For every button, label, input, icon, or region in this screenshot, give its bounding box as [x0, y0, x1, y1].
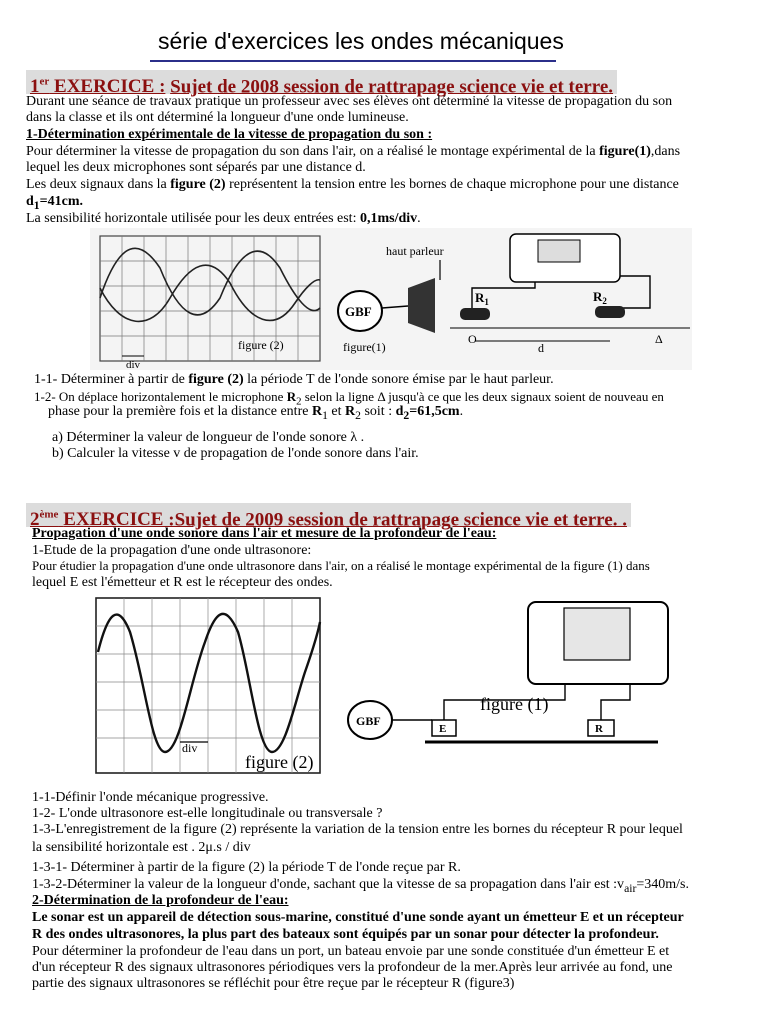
exercise-2-label: EXERCICE [63, 509, 164, 531]
exercise-2-sup: ème [39, 509, 59, 521]
ex1-q12j: 2 [355, 408, 361, 422]
page-title: série d'exercices les ondes mécaniques [158, 28, 564, 54]
ex2-div-label: div [182, 741, 198, 755]
ex1-r2-label: $R_2$ [593, 289, 607, 306]
ex1-microphone-r1 [460, 308, 490, 320]
title-underline [150, 60, 556, 62]
ex1-question-1-2-cont [48, 404, 463, 424]
exercise-1-sup: er [39, 76, 50, 88]
ex2-section-1: 1-Etude de la propagation d'une onde ultrasonore: [32, 543, 312, 558]
ex1-p5b: 0,1ms/div [359, 211, 418, 226]
ex2-oscilloscope-screen [564, 608, 630, 660]
ex1-p1c: ,dans [650, 144, 681, 159]
exercise-1-heading [26, 70, 617, 98]
ex1-question-a: a) Déterminer la valeur de longueur de l'onde sonore λ . [52, 430, 365, 445]
ex1-q12n: =61,5cm [409, 404, 460, 419]
ex1-q12c: 2 [296, 395, 302, 408]
ex1-oscilloscope-screen [538, 240, 580, 262]
ex2-q132c: =340m/s. [636, 877, 689, 892]
ex2-q132a: 1-3-2-Déterminer la valeur de la longueur d'onde, sachant que la vitesse de sa propagation dans l'air est :v [32, 877, 625, 892]
ex1-figure [90, 228, 692, 370]
ex1-microphone-r2 [595, 306, 625, 318]
ex1-paragraph-5 [26, 211, 421, 227]
ex1-speaker-label: haut parleur [386, 244, 444, 258]
ex1-gbf-label: GBF [345, 304, 372, 319]
exercise-2-subject: :Sujet de 2009 session de rattrapage science vie et terre [163, 509, 613, 531]
ex2-gbf-label: GBF [356, 714, 381, 728]
ex1-origin-label: O [468, 332, 477, 346]
ex1-div-label: div [126, 359, 141, 370]
ex1-question-b: b) Calculer la vitesse v de propagation de l'onde sonore dans l'air. [52, 446, 419, 461]
ex1-r1-label: $R_1$ [475, 290, 489, 307]
ex1-p4b: 1 [33, 198, 40, 212]
ex1-q12d: selon la ligne Δ jusqu'à ce que les deux signaux soient de nouveau en [301, 389, 664, 404]
ex2-emitter-label: E [439, 723, 447, 735]
ex1-p4c: =41cm. [39, 194, 83, 209]
ex1-q12i: R [345, 404, 356, 419]
ex1-paragraph-2: lequel les deux microphones sont séparés par une distance d. [26, 160, 366, 175]
ex2-paragraph-2: lequel E est l'émetteur et R est le récepteur des ondes. [32, 575, 333, 590]
ex2-question-1-2: 1-2- L'onde ultrasonore est-elle longitudinale ou transversale ? [32, 806, 383, 821]
ex1-p3b: figure (2) [170, 177, 226, 192]
ex1-intro-line-2: dans la classe et ils ont déterminé la longueur d'une onde lumineuse. [26, 110, 409, 125]
ex2-receiver-label: R [595, 723, 603, 735]
ex1-q12g: 1 [322, 408, 328, 422]
exercise-1-label: EXERCICE : [54, 76, 166, 98]
exercise-2-trail: . . [612, 509, 627, 531]
ex1-paragraph-1 [26, 144, 680, 160]
ex1-figure-1-label: figure(1) [343, 340, 386, 354]
ex2-section-2: 2-Détermination de la profondeur de l'eau: [32, 893, 289, 908]
ex1-p1a: Pour déterminer la vitesse de propagation du son dans l'air, on a réalisé le montage expérimental de la [26, 144, 600, 159]
ex1-question-1-1 [34, 372, 554, 388]
ex2-figure-1-label: figure (1) [480, 694, 549, 714]
ex1-q12l: d [395, 404, 404, 419]
ex2-figure-2-label: figure (2) [245, 752, 314, 772]
ex1-q12a: 1-2- On déplace horizontalement le microphone [34, 389, 287, 404]
ex1-p4a: d [26, 194, 34, 209]
ex1-q11b: figure (2) [188, 372, 244, 387]
ex2-paragraph-1: Pour étudier la propagation d'une onde ultrasonore dans l'air, on a réalisé le montage expérimental de la figure (1) dans [32, 558, 650, 573]
ex2-question-1-3-1: 1-3-1- Déterminer à partir de la figure (2) la période T de l'onde reçue par R. [32, 860, 461, 875]
ex1-q11c: la période T de l'onde sonore émise par le haut parleur. [243, 372, 554, 387]
ex2-bold-line-2: R des ondes ultrasonores, la plus part des bateaux sont équipés par un sonar pour détecter la profondeur. [32, 927, 659, 942]
ex1-intro-line-1: Durant une séance de travaux pratique un professeur avec ses élèves ont déterminé la vitesse de propagation du son [26, 94, 673, 109]
ex2-figure [90, 592, 680, 788]
ex2-heading: Propagation d'une onde sonore dans l'air et mesure de la profondeur de l'eau: [32, 526, 497, 541]
ex1-distance-label: d [538, 341, 544, 355]
ex1-figure-2-label: figure (2) [238, 338, 284, 352]
ex1-p5a: La sensibilité horizontale utilisée pour les deux entrées est: [26, 211, 360, 226]
exercise-1-number: 1 [30, 76, 40, 98]
ex1-q12e: phase pour la première fois et la distance entre [48, 404, 312, 419]
ex1-p3a: Les deux signaux dans la [26, 177, 171, 192]
ex2-question-1-3-sensitivity: la sensibilité horizontale est . 2μ.s / div [32, 840, 251, 855]
ex2-q132b: air [624, 881, 637, 895]
ex1-section-1-heading: 1-Détermination expérimentale de la vitesse de propagation du son : [26, 127, 433, 142]
ex1-p1b: figure(1) [599, 144, 651, 159]
ex1-q12o: . [459, 404, 464, 419]
exercise-2-number: 2 [30, 509, 40, 531]
ex1-q11a: 1-1- Déterminer à partir de [34, 372, 189, 387]
exercise-1-subject: Sujet de 2008 session de rattrapage science vie et terre. [170, 76, 614, 98]
exercise-2-heading [26, 503, 631, 531]
ex2-paragraph-4: d'un récepteur R des signaux ultrasonores périodiques vers la profondeur de la mer.Après leur arrivée au fond, une [32, 960, 673, 975]
ex2-question-1-1: 1-1-Définir l'onde mécanique progressive. [32, 790, 269, 805]
ex1-q12k: soit : [360, 404, 396, 419]
ex2-paragraph-3: Pour déterminer la profondeur de l'eau dans un port, un bateau envoie par une sonde constituée d'un émetteur E et [32, 944, 670, 959]
ex2-bold-line-1: Le sonar est un appareil de détection sous-marine, constitué d'une sonde ayant un émetteur E et un récepteur [32, 910, 684, 925]
ex1-delta-label: Δ [655, 332, 663, 346]
ex1-q12h: et [327, 404, 346, 419]
ex1-q12f: R [311, 404, 323, 419]
ex1-p3c: représentent la tension entre les bornes de chaque microphone pour une distance [225, 177, 679, 192]
ex1-paragraph-3 [26, 177, 679, 193]
ex1-q12b: R [286, 389, 297, 404]
ex2-question-1-3: 1-3-L'enregistrement de la figure (2) représente la variation de la tension entre les bornes du récepteur R pour lequel [32, 822, 683, 837]
ex2-paragraph-5: partie des signaux ultrasonores se réfléchit pour être reçue par le récepteur R (figure3) [32, 976, 515, 991]
ex1-p5c: . [417, 211, 421, 226]
ex1-q12m: 2 [403, 408, 410, 422]
